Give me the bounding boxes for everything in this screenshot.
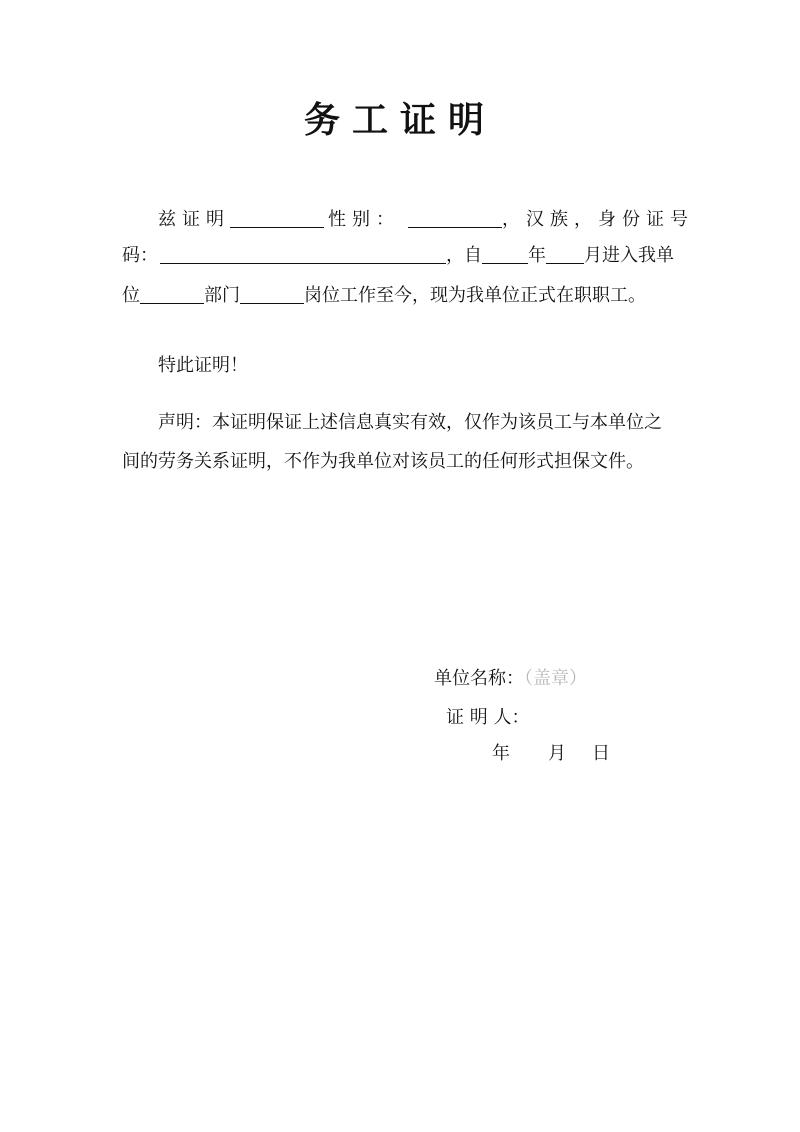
year-text: 年 [528, 245, 546, 266]
special-note: 特此证明！ [158, 355, 248, 376]
id-number-blank[interactable] [160, 243, 446, 264]
body-line-3 [122, 283, 646, 309]
position-text: 岗位工作至今，现为我单位正式在职职工。 [304, 285, 646, 306]
intro-text: 兹证明 [158, 209, 230, 230]
month-blank[interactable] [546, 243, 584, 264]
unit-blank[interactable] [140, 283, 204, 304]
ethnicity-id-text: ，汉族，身份证号 [502, 209, 694, 230]
stamp-hint: （盖章） [524, 668, 587, 689]
unit-name-row [434, 666, 587, 692]
department-text: 部门 [204, 285, 240, 306]
declaration-line-2: 间的劳务关系证明，不作为我单位对该员工的任何形式担保文件。 [122, 451, 644, 472]
unit-name-label: 单位名称： [434, 668, 524, 689]
gender-label: 性别： [328, 209, 400, 230]
id-label: 码： [122, 245, 158, 266]
body-line-1 [158, 207, 694, 233]
from-text: ，自 [446, 245, 482, 266]
unit-text: 位 [122, 285, 140, 306]
date-row [492, 741, 610, 767]
date-year: 年 [492, 743, 510, 764]
year-blank[interactable] [482, 243, 528, 264]
declaration-line-1: 声明：本证明保证上述信息真实有效，仅作为该员工与本单位之 [158, 412, 662, 433]
certifier-label: 证 明 人： [446, 707, 530, 728]
body-line-2 [122, 243, 674, 269]
gender-blank[interactable] [408, 207, 502, 228]
name-blank[interactable] [230, 207, 324, 228]
date-day: 日 [592, 743, 610, 764]
department-blank[interactable] [240, 283, 304, 304]
date-month: 月 [548, 743, 566, 764]
document-title: 务工证明 [303, 100, 496, 141]
month-entry-text: 月进入我单 [584, 245, 674, 266]
